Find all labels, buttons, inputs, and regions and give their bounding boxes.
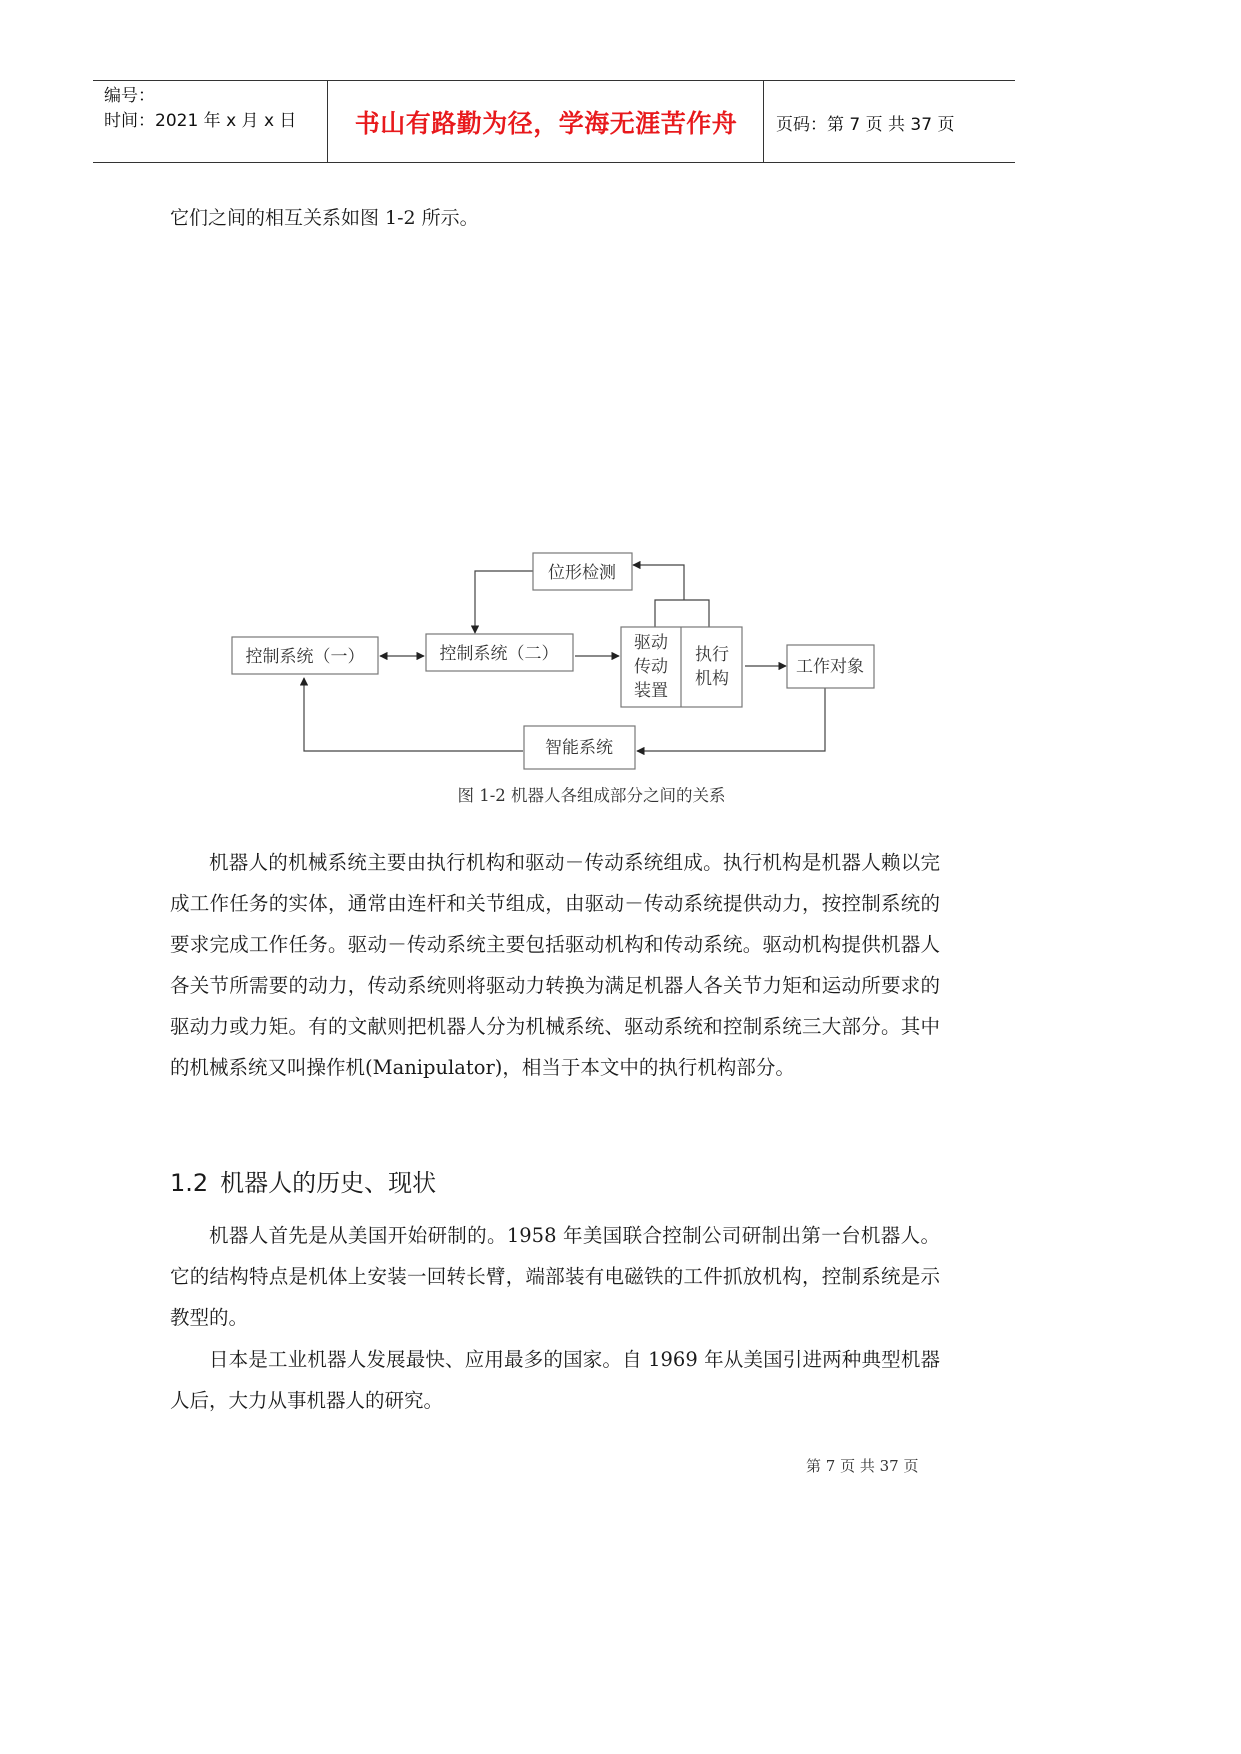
label-drive-1: 驱动: [634, 633, 668, 653]
document-time-label: 时间：2021 年 x 月 x 日: [104, 111, 297, 131]
page-footer: 第 7 页 共 37 页: [806, 1457, 919, 1475]
figure-caption: 图 1-2 机器人各组成部分之间的关系: [457, 786, 726, 805]
edge-feedback-to-detection: [633, 565, 684, 600]
label-drive-2: 传动: [634, 657, 668, 677]
document-number-label: 编号：: [104, 86, 155, 106]
label-control-system-1: 控制系统（一）: [245, 647, 365, 667]
edge-intelligent-to-control1: [304, 678, 523, 751]
intro-text: 它们之间的相互关系如图 1-2 所示。: [170, 207, 479, 229]
label-position-detection: 位形检测: [548, 563, 616, 583]
edge-detection-to-control2: [475, 571, 533, 633]
label-intelligent-system: 智能系统: [545, 738, 613, 758]
section-heading: [170, 1163, 448, 1198]
label-work-object: 工作对象: [796, 657, 864, 677]
header-motto: 书山有路勤为径，学海无涯苦作舟: [354, 109, 738, 138]
section-title: 机器人的历史、现状: [220, 1169, 437, 1197]
edge-drive-to-detection: [655, 600, 709, 627]
label-control-system-2: 控制系统（二）: [439, 644, 559, 664]
section-number: 1.2: [170, 1169, 209, 1197]
paragraph: 机器人的机械系统主要由执行机构和驱动－传动系统组成。执行机构是机器人赖以完成工作任务的实体，通常由连杆和关节组成，由驱动－传动系统提供动力，按控制系统的要求完成工作任务。驱动－传动系统主要包括驱动机构和传动系统。驱动机构提供机器人各关节所需要的动力，传动系统则将驱动力转换为满足机器人各关节力矩和运动所要求的驱动力或力矩。有的文献则把机器人分为机械系统、驱动系统和控制系统三大部分。其中的机械系统又叫操作机(Manipulator)，相当于本文中的执行机构部分。: [170, 851, 940, 1079]
label-actuator-1: 执行: [695, 645, 729, 665]
paragraph: 日本是工业机器人发展最快、应用最多的国家。自 1969 年从美国引进两种典型机器人后，大力从事机器人的研究。: [170, 1348, 940, 1412]
label-drive-3: 装置: [634, 681, 668, 701]
header-page-number: 页码：第 7 页 共 37 页: [776, 115, 955, 135]
label-actuator-2: 机构: [695, 669, 729, 689]
paragraph: 机器人首先是从美国开始研制的。1958 年美国联合控制公司研制出第一台机器人。它的结构特点是机体上安装一回转长臂，端部装有电磁铁的工件抓放机构，控制系统是示教型的。: [170, 1224, 940, 1329]
